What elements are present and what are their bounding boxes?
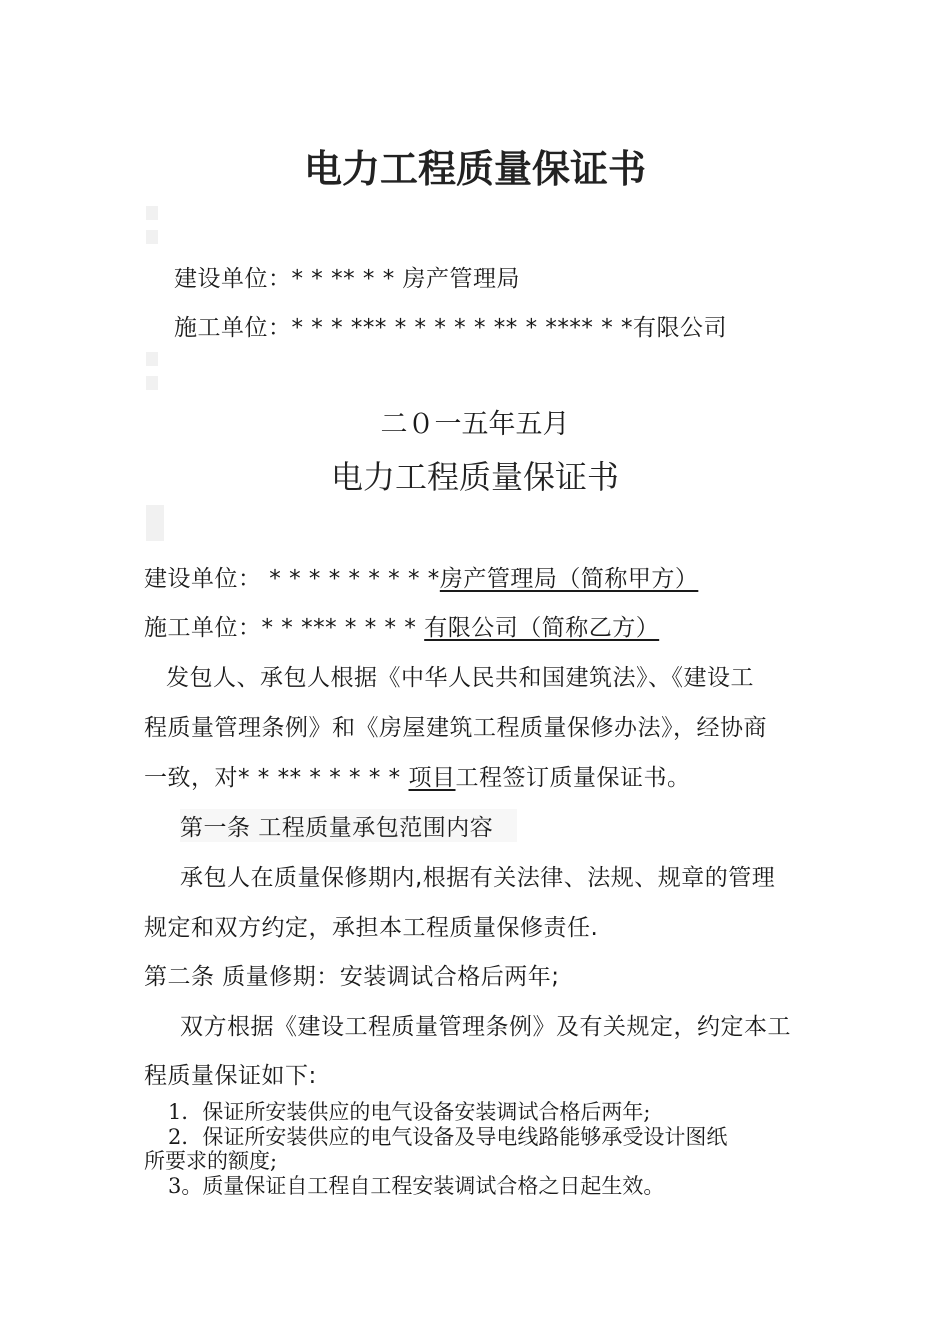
article-1-heading: 第一条 工程质量承包范围内容 (180, 809, 517, 842)
cover-owner-line (174, 260, 520, 293)
cover-contractor-value: * * * *** * * * * * ** * **** * *有限公司 (291, 315, 728, 341)
body-contractor-stars: * * *** * * * * (261, 615, 425, 641)
list-item: 3。质量保证自工程自工程安装调试合格之日起生效。 (168, 1174, 665, 1198)
article-2-heading: 第二条 质量修期：安装调试合格后两年; (144, 964, 560, 990)
intro-line-3-suffix: 工程签订质量保证书。 (455, 765, 691, 791)
intro-line-3-prefix: 一致，对* * ** * * * * * (144, 765, 409, 791)
body-owner-label: 建设单位： (144, 566, 262, 592)
list-item: 1．保证所安装供应的电气设备安装调试合格后两年; (168, 1100, 651, 1124)
body-contractor-name: 有限公司（简称乙方） (424, 615, 660, 641)
body-title: 电力工程质量保证书 (330, 458, 619, 496)
intro-line-1: 发包人、承包人根据《中华人民共和国建筑法》、《建设工 (166, 665, 754, 691)
paragraph-marker (146, 376, 158, 390)
intro-line-2: 程质量管理条例》和《房屋建筑工程质量保修办法》，经协商 (144, 715, 767, 741)
paragraph-marker (146, 230, 158, 244)
article-1-line-2: 规定和双方约定，承担本工程质量保修责任. (144, 915, 599, 941)
body-contractor-label: 施工单位： (144, 615, 262, 641)
body-owner-name: 房产管理局（简称甲方） (439, 566, 699, 592)
body-contractor-line (144, 609, 659, 642)
body-owner-line (144, 560, 698, 593)
cover-owner-label: 建设单位： (174, 266, 292, 292)
cover-date: 二０一五年五月 (380, 409, 570, 440)
list-item-continuation: 所要求的额度; (144, 1149, 278, 1173)
cover-owner-value: * * ** * * 房产管理局 (291, 266, 521, 292)
paragraph-marker (146, 352, 158, 366)
article-1-line-1: 承包人在质量保修期内,根据有关法律、法规、规章的管理 (180, 865, 776, 891)
cover-contractor-label: 施工单位： (174, 315, 292, 341)
intro-line-3 (144, 759, 691, 792)
paragraph-marker (146, 206, 158, 220)
article-2-line-2: 程质量保证如下: (144, 1063, 317, 1089)
cover-contractor-line (174, 309, 727, 342)
article-2-line-1: 双方根据《建设工程质量管理条例》及有关规定，约定本工 (180, 1014, 791, 1040)
list-item: 2．保证所安装供应的电气设备及导电线路能够承受设计图纸 (168, 1125, 728, 1149)
paragraph-marker (146, 505, 164, 541)
cover-title: 电力工程质量保证书 (303, 147, 646, 191)
intro-line-3-project: 项目 (408, 765, 456, 791)
body-owner-stars: * * * * * * * * * (261, 566, 440, 592)
